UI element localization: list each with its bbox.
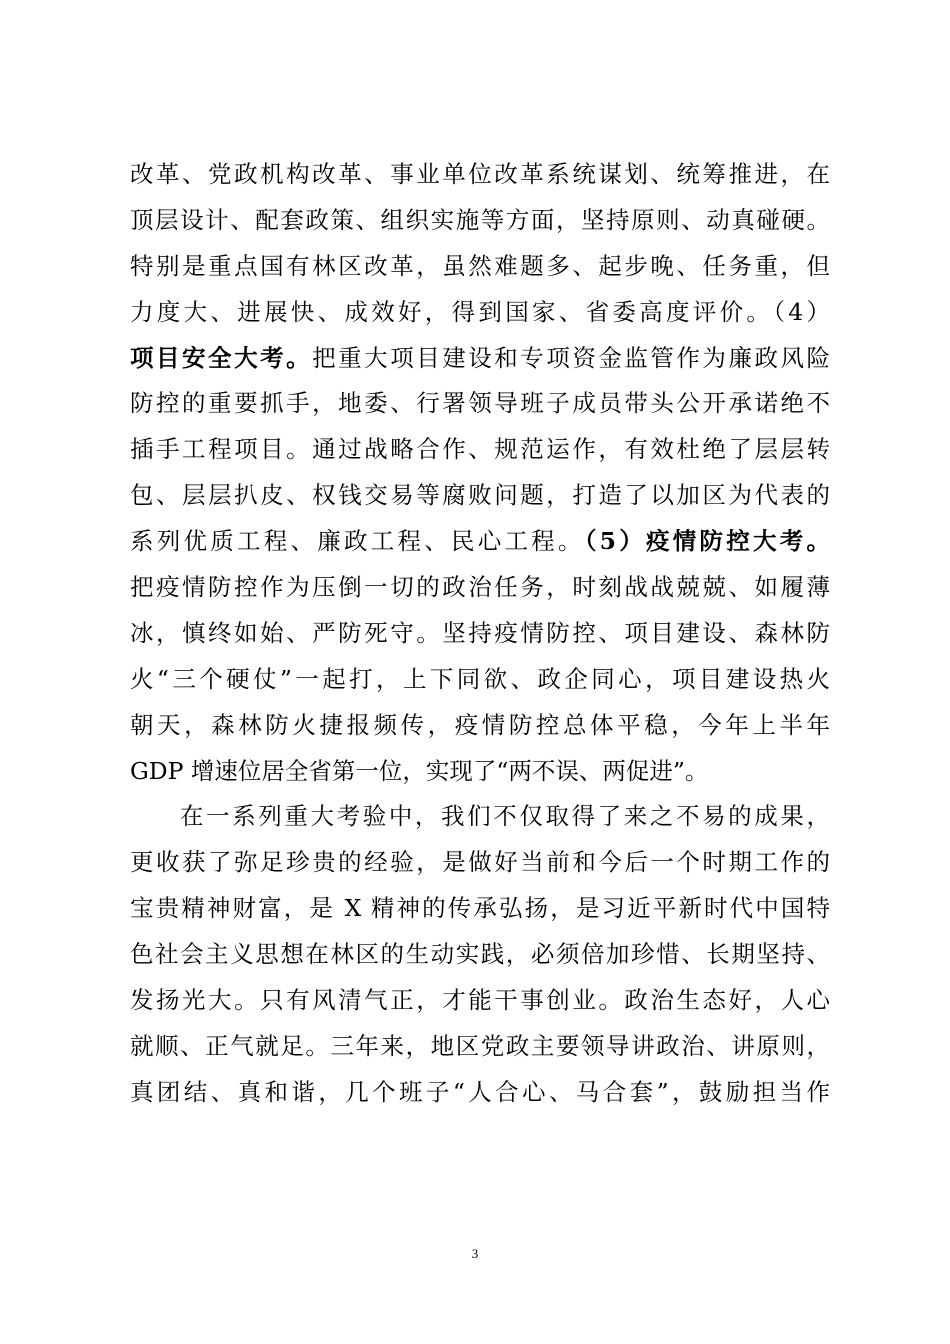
text-line: 宝贵精神财富，是 X 精神的传承弘扬，是习近平新时代中国特 bbox=[130, 894, 830, 923]
text-line: 真团结、真和谐，几个班子“人合心、马合套”，鼓励担当作 bbox=[130, 1077, 830, 1106]
text-line bbox=[130, 336, 830, 382]
bold-heading: 项目安全大考。 bbox=[130, 343, 313, 372]
text-line: 更收获了弥足珍贵的经验，是做好当前和今后一个时期工作的 bbox=[130, 848, 830, 877]
text-line: 力度大、进展快、成效好，得到国家、省委高度评价。（4） bbox=[130, 297, 830, 326]
text-line: 把疫情防控作为压倒一切的政治任务，时刻战战兢兢、如履薄 bbox=[130, 573, 830, 602]
text-line: 插手工程项目。通过战略合作、规范运作，有效杜绝了层层转 bbox=[130, 435, 830, 464]
text-line: 色社会主义思想在林区的生动实践，必须倍加珍惜、长期坚持、 bbox=[130, 940, 830, 969]
text-line: GDP 增速位居全省第一位，实现了“两不误、两促进”。 bbox=[130, 756, 709, 785]
body-text bbox=[130, 152, 830, 1116]
bold-heading: （5）疫情防控大考。 bbox=[584, 527, 831, 556]
text-line: 特别是重点国有林区改革，虽然难题多、起步晚、任务重，但 bbox=[130, 251, 830, 280]
text-line: 顶层设计、配套政策、组织实施等方面，坚持原则、动真碰硬。 bbox=[130, 205, 830, 234]
text-line: 就顺、正气就足。三年来，地区党政主要领导讲政治、讲原则， bbox=[130, 1031, 830, 1060]
text-run: 把重大项目建设和专项资金监管作为廉政风险 bbox=[312, 343, 831, 372]
text-line: 朝天，森林防火捷报频传，疫情防控总体平稳，今年上半年 bbox=[130, 710, 830, 739]
text-line: 防控的重要抓手，地委、行署领导班子成员带头公开承诺绝不 bbox=[130, 389, 830, 418]
text-run: 系列优质工程、廉政工程、民心工程。 bbox=[130, 527, 585, 556]
text-line: 改革、党政机构改革、事业单位改革系统谋划、统筹推进，在 bbox=[130, 160, 830, 188]
text-line: 冰，慎终如始、严防死守。坚持疫情防控、项目建设、森林防 bbox=[130, 618, 830, 647]
text-line: 发扬光大。只有风清气正，才能干事创业。政治生态好，人心 bbox=[130, 986, 830, 1015]
text-line: 火“三个硬仗”一起打，上下同欲、政企同心，项目建设热火 bbox=[130, 664, 830, 693]
paragraph-first-line: 在一系列重大考验中，我们不仅取得了来之不易的成果， bbox=[180, 802, 830, 831]
page-number: 3 bbox=[471, 1246, 479, 1261]
text-line: 包、层层扒皮、权钱交易等腐败问题，打造了以加区为代表的 bbox=[130, 481, 830, 510]
text-line bbox=[130, 519, 830, 565]
